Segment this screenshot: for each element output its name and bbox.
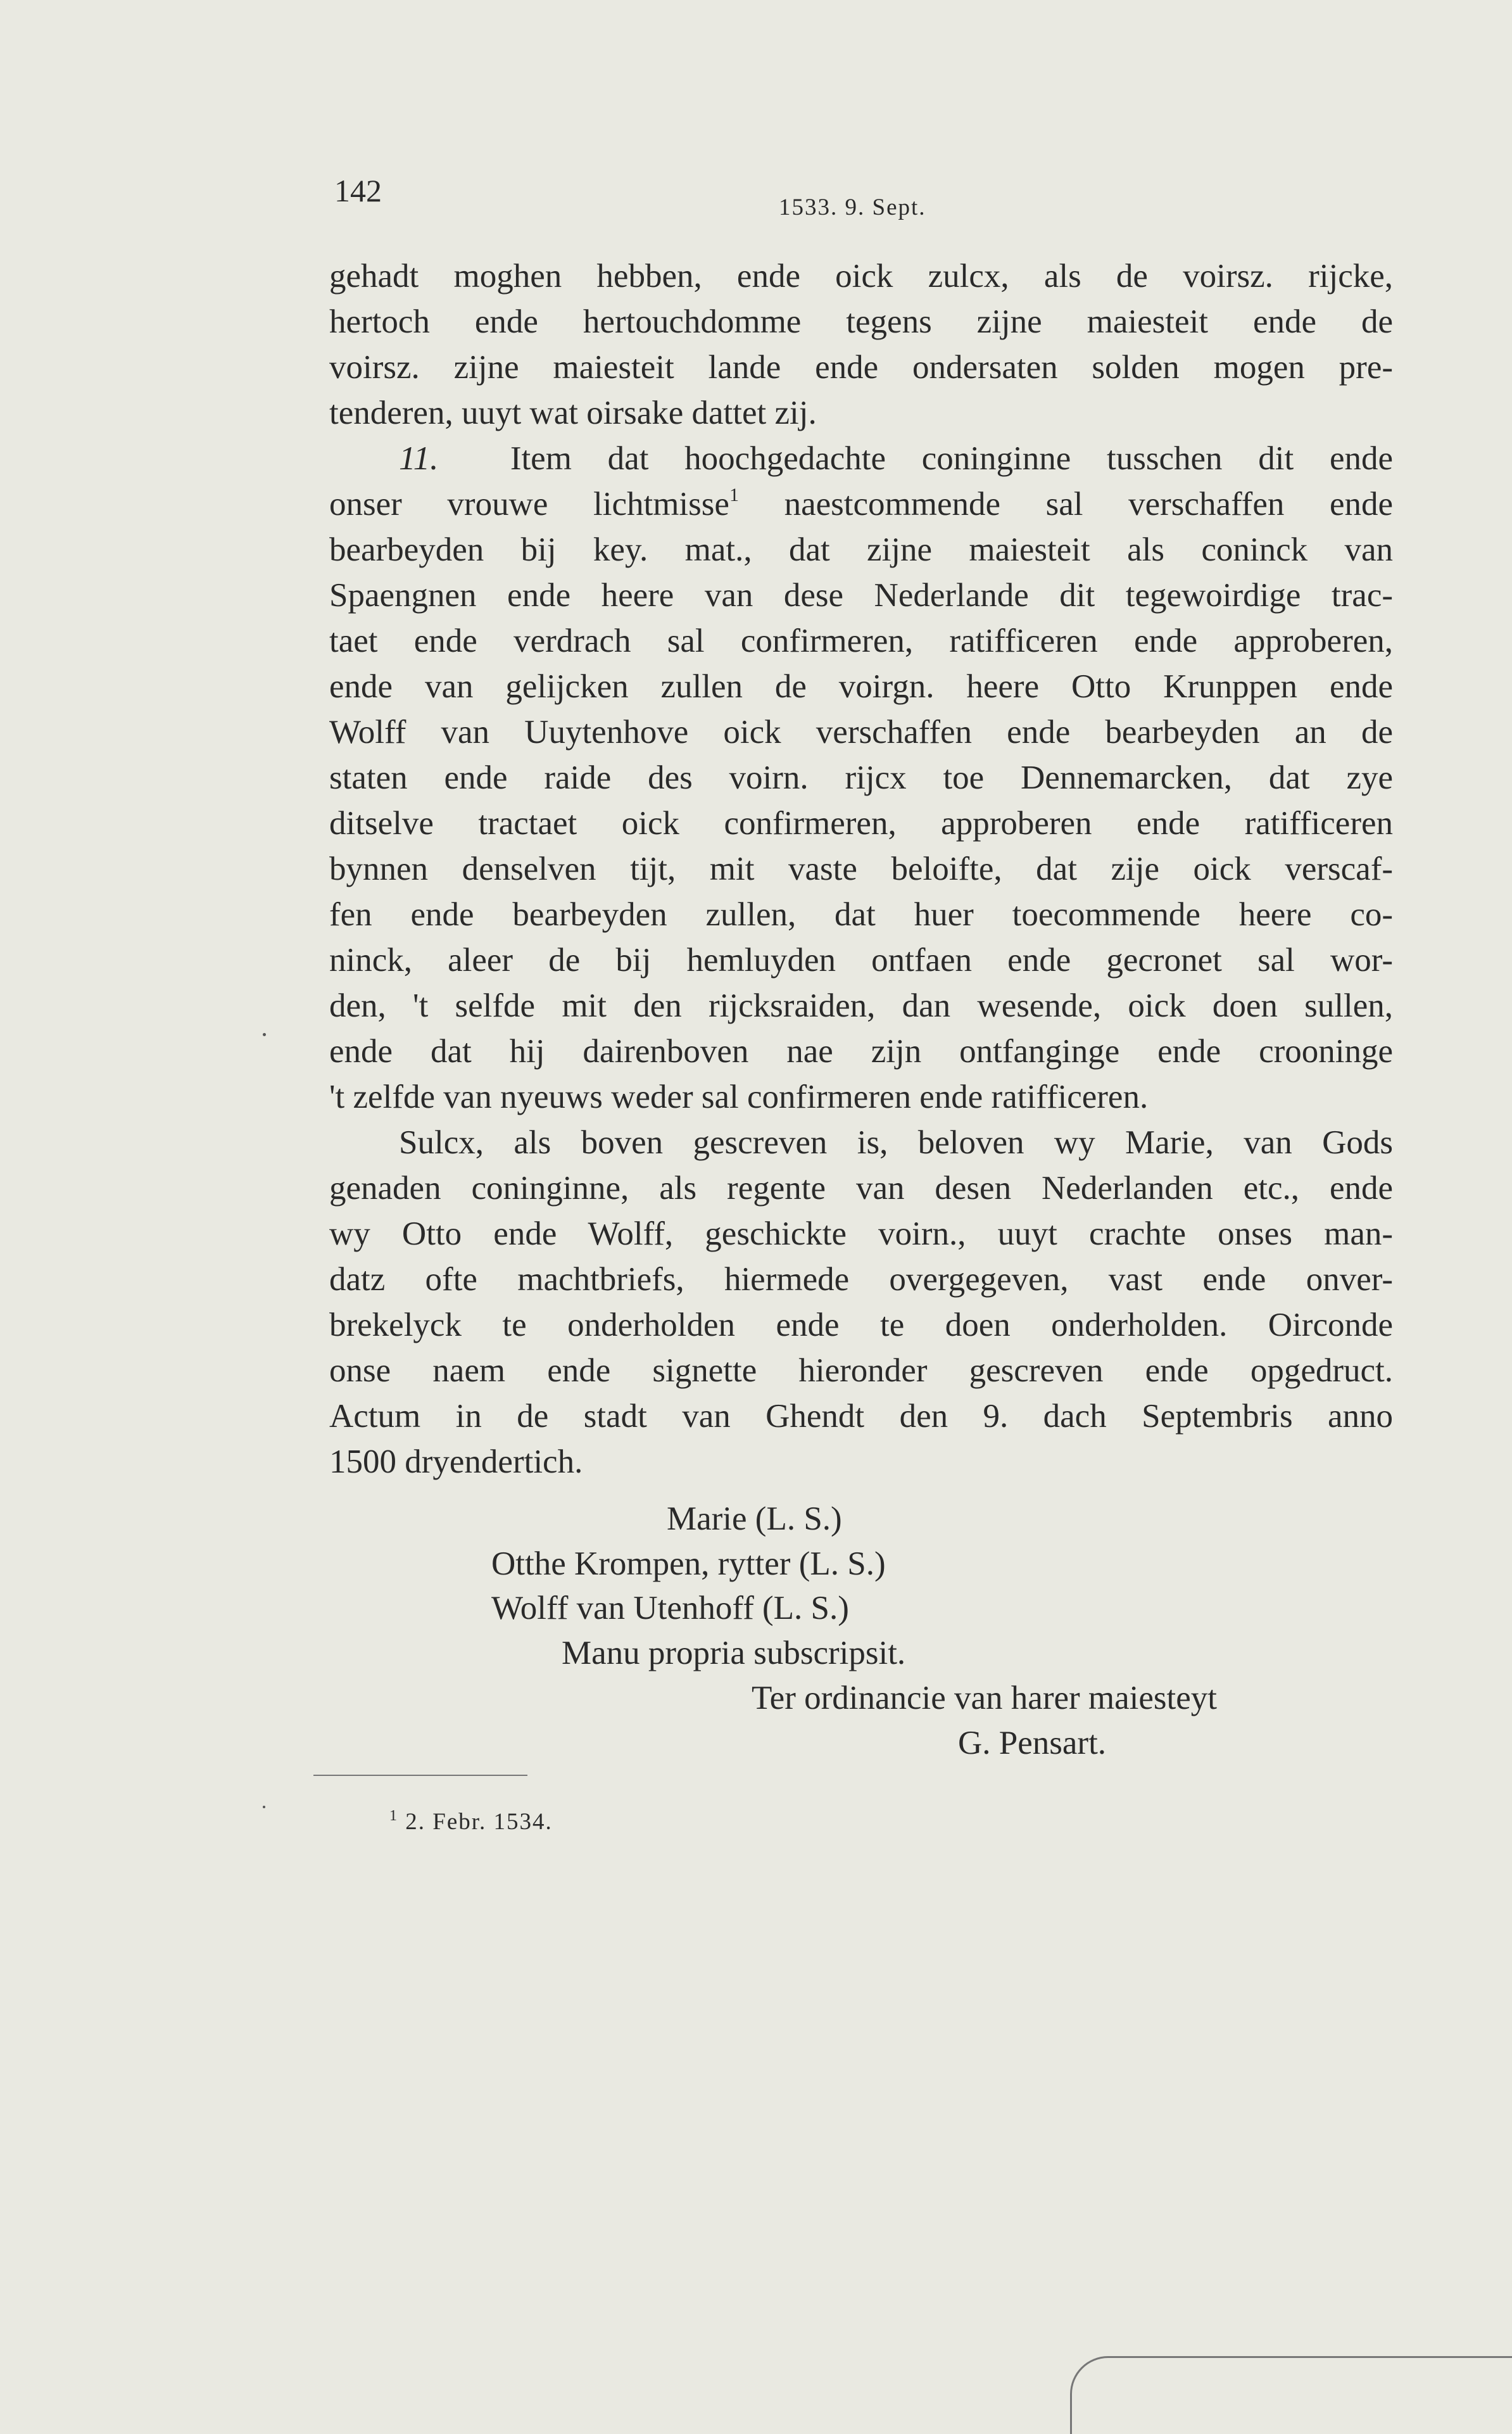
- text-line: voirsz. zijne maiesteit lande ende ondersaten solden mogen pre-: [329, 349, 1393, 386]
- text-line: wy Otto ende Wolff, geschickte voirn., uuyt crachte onses man-: [329, 1215, 1393, 1252]
- text-line: Wolff van Uuytenhove oick verschaffen ende bearbeyden an de: [329, 714, 1393, 751]
- signature-otthe: Otthe Krompen, rytter (L. S.): [491, 1545, 886, 1582]
- footnote: [389, 1808, 553, 1835]
- text-line: [329, 481, 1393, 527]
- page-curl-edge: [1070, 2356, 1512, 2434]
- text-line: bynnen denselven tijt, mit vaste beloifte, dat zije oick verscaf-: [329, 851, 1393, 887]
- paper-speck: [263, 1806, 265, 1808]
- text-line: ende van gelijcken zullen de voirgn. heere Otto Krunppen ende: [329, 668, 1393, 705]
- text-line: Spaengnen ende heere van dese Nederlande dit tegewoirdige trac-: [329, 577, 1393, 614]
- text-line: den, 't selfde mit den rijcksraiden, dan wesende, oick doen sullen,: [329, 987, 1393, 1024]
- body-text: [329, 253, 1393, 1485]
- text-line-content: naestcommende sal verschaffen ende: [784, 486, 1393, 523]
- text-line: taet ende verdrach sal confirmeren, ratifficeren ende approberen,: [329, 623, 1393, 659]
- footnote-marker: 1: [389, 1808, 398, 1824]
- footnote-text: 2. Febr. 1534.: [405, 1809, 553, 1835]
- signature-pensart: G. Pensart.: [958, 1725, 1107, 1761]
- text-line: datz ofte machtbriefs, hiermede overgegeven, vast ende onver-: [329, 1261, 1393, 1298]
- text-line: bearbeyden bij key. mat., dat zijne maiesteit als coninck van: [329, 531, 1393, 568]
- text-line-content: Item dat hoochgedachte coninginne tusschen dit ende: [510, 440, 1393, 477]
- signature-marie: Marie (L. S.): [667, 1500, 842, 1537]
- paragraph-number: 11.: [399, 440, 439, 477]
- running-head: 1533. 9. Sept.: [779, 194, 926, 220]
- text-line: [329, 436, 1393, 481]
- signature-wolff: Wolff van Utenhoff (L. S.): [491, 1590, 849, 1626]
- text-line: staten ende raide des voirn. rijcx toe Dennemarcken, dat zye: [329, 759, 1393, 796]
- text-line: ditselve tractaet oick confirmeren, approberen ende ratifficeren: [329, 805, 1393, 842]
- page-number: 142: [334, 173, 382, 208]
- text-line: ende dat hij dairenboven nae zijn ontfanginge ende crooninge: [329, 1033, 1393, 1070]
- signature-ordinancie: Ter ordinancie van harer maiesteyt: [752, 1680, 1217, 1716]
- text-line-content: onser vrouwe lichtmisse: [329, 486, 729, 523]
- text-line: 't zelfde van nyeuws weder sal confirmeren ende ratifficeren.: [329, 1079, 1149, 1115]
- text-line: tenderen, uuyt wat oirsake dattet zij.: [329, 395, 817, 431]
- text-line: brekelyck te onderholden ende te doen onderholden. Oirconde: [329, 1307, 1393, 1343]
- signature-manu-propria: Manu propria subscripsit.: [562, 1635, 906, 1671]
- text-line: hertoch ende hertouchdomme tegens zijne maiesteit ende de: [329, 303, 1393, 340]
- text-line: ninck, aleer de bij hemluyden ontfaen ende gecronet sal wor-: [329, 942, 1393, 979]
- text-line: genaden coninginne, als regente van desen Nederlanden etc., ende: [329, 1170, 1393, 1207]
- footnote-reference: 1: [729, 485, 739, 505]
- text-line: Sulcx, als boven gescreven is, beloven wy Marie, van Gods: [399, 1124, 1393, 1161]
- paper-speck: [263, 1033, 266, 1036]
- text-line: gehadt moghen hebben, ende oick zulcx, als de voirsz. rijcke,: [329, 258, 1393, 295]
- text-line: Actum in de stadt van Ghendt den 9. dach Septembris anno: [329, 1398, 1393, 1435]
- text-line: onse naem ende signette hieronder gescreven ende opgedruct.: [329, 1352, 1393, 1389]
- text-line: fen ende bearbeyden zullen, dat huer toecommende heere co-: [329, 896, 1393, 933]
- text-line: 1500 dryendertich.: [329, 1443, 583, 1480]
- footnote-divider: [313, 1775, 527, 1776]
